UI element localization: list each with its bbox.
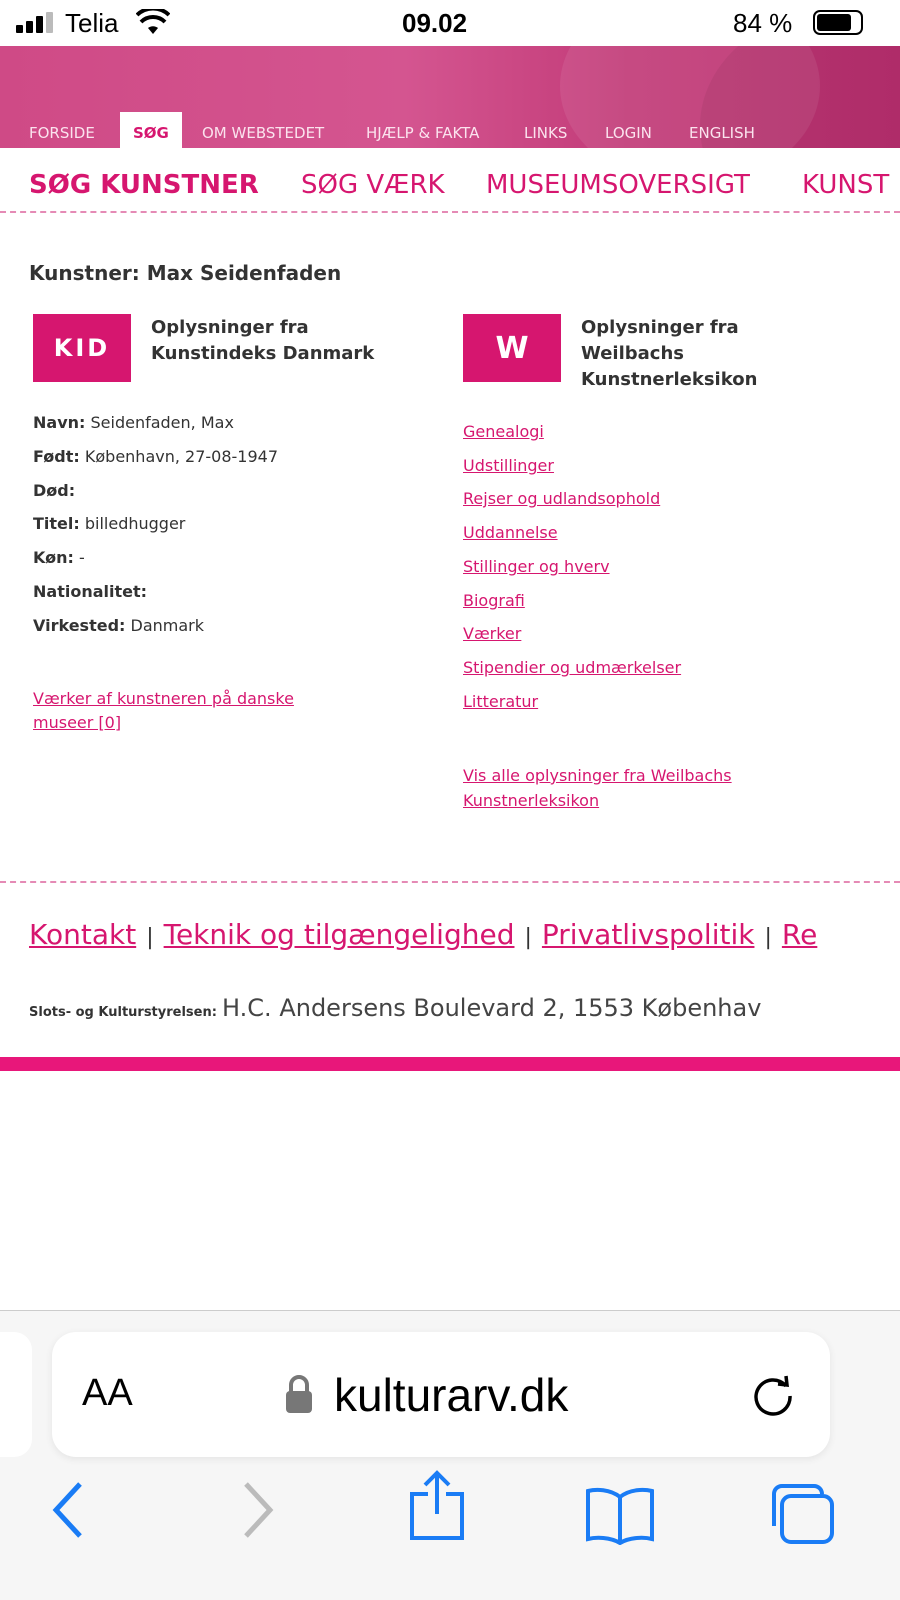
nav-login[interactable]: LOGIN: [605, 124, 652, 142]
link-uddannelse[interactable]: Uddannelse: [463, 523, 558, 542]
address-bar[interactable]: [52, 1332, 830, 1457]
signal-icon: [16, 12, 58, 34]
field-label: Nationalitet:: [33, 582, 148, 601]
site-header: [0, 46, 900, 148]
address: H.C. Andersens Boulevard 2, 1553 Københav: [222, 994, 762, 1022]
footer-address: [29, 994, 761, 1022]
weilbach-heading-line: Weilbachs: [581, 343, 684, 364]
link-stipendier[interactable]: Stipendier og udmærkelser: [463, 658, 682, 677]
weilbach-logo: W: [463, 314, 561, 382]
kid-heading-line: Oplysninger fra: [151, 317, 309, 338]
previous-tab-peek[interactable]: [0, 1332, 32, 1457]
field-kon: [33, 548, 85, 567]
text-size-button[interactable]: AA: [82, 1372, 133, 1414]
subnav-museumsoversigt[interactable]: MUSEUMSOVERSIGT: [486, 170, 750, 200]
url-text[interactable]: kulturarv.dk: [334, 1369, 569, 1421]
link-genealogi[interactable]: Genealogi: [463, 422, 544, 441]
status-bar: [0, 0, 900, 46]
back-icon[interactable]: [50, 1480, 86, 1540]
link-line[interactable]: Vis alle oplysninger fra Weilbachs: [463, 766, 732, 785]
subnav-sog-kunstner[interactable]: SØG KUNSTNER: [29, 170, 259, 200]
divider: [0, 211, 900, 213]
field-dod: [33, 481, 75, 500]
page-title: Kunstner: Max Seidenfaden: [29, 261, 342, 285]
footer-divider: [0, 881, 900, 883]
link-vaerker[interactable]: Værker: [463, 624, 522, 643]
link-stillinger[interactable]: Stillinger og hverv: [463, 557, 610, 576]
field-label: Køn:: [33, 548, 74, 567]
field-value: Seidenfaden, Max: [90, 413, 234, 432]
footer-bar: [0, 1057, 900, 1071]
tabs-icon[interactable]: [768, 1482, 836, 1546]
nav-om-webstedet[interactable]: OM WEBSTEDET: [202, 124, 325, 142]
link-litteratur[interactable]: Litteratur: [463, 692, 539, 711]
subnav-sog-vaerk[interactable]: SØG VÆRK: [301, 170, 445, 200]
share-icon[interactable]: [408, 1470, 466, 1542]
separator: |: [764, 925, 772, 950]
link-biografi[interactable]: Biografi: [463, 591, 525, 610]
battery-percent: 84 %: [733, 8, 793, 38]
link-rejser[interactable]: Rejser og udlandsophold: [463, 489, 661, 508]
separator: |: [146, 925, 154, 950]
nav-links[interactable]: LINKS: [524, 124, 568, 142]
kid-heading: [151, 315, 374, 367]
field-value: København, 27-08-1947: [84, 447, 279, 466]
nav-forside[interactable]: FORSIDE: [29, 124, 95, 142]
footer-privatliv[interactable]: Privatlivspolitik: [541, 918, 755, 951]
lock-icon: [284, 1374, 314, 1414]
link-line[interactable]: Kunstnerleksikon: [463, 791, 600, 810]
org-label: Slots- og Kulturstyrelsen:: [29, 1005, 217, 1020]
weilbach-heading-line: Oplysninger fra: [581, 317, 739, 338]
field-navn: [33, 413, 234, 432]
field-label: Født:: [33, 447, 80, 466]
footer-more[interactable]: Re: [781, 918, 818, 951]
forward-icon[interactable]: [240, 1480, 276, 1540]
nav-sog[interactable]: SØG: [120, 112, 182, 148]
separator: |: [524, 925, 532, 950]
field-virkested: [33, 616, 204, 635]
field-label: Død:: [33, 481, 76, 500]
footer-kontakt[interactable]: Kontakt: [29, 918, 137, 951]
field-value: Danmark: [130, 616, 205, 635]
footer-links: [29, 918, 817, 951]
battery-icon: [813, 10, 863, 35]
show-all-weilbach-link[interactable]: [463, 763, 732, 813]
field-label: Virkested:: [33, 616, 126, 635]
field-nationalitet: [33, 582, 147, 601]
nav-hjaelp-fakta[interactable]: HJÆLP & FAKTA: [366, 124, 480, 142]
weilbach-heading-line: Kunstnerleksikon: [581, 369, 758, 390]
works-on-danish-museums-link[interactable]: [33, 687, 294, 735]
reload-icon[interactable]: [750, 1372, 796, 1418]
field-label: Titel:: [33, 514, 80, 533]
carrier: Telia: [65, 8, 119, 38]
bookmarks-icon[interactable]: [584, 1485, 656, 1545]
field-titel: [33, 514, 185, 533]
field-value: -: [79, 548, 85, 567]
nav-english[interactable]: ENGLISH: [689, 124, 755, 142]
wifi-icon: [136, 9, 170, 35]
link-line[interactable]: Værker af kunstneren på danske: [33, 689, 294, 708]
kid-heading-line: Kunstindeks Danmark: [151, 343, 375, 364]
link-udstillinger[interactable]: Udstillinger: [463, 456, 554, 475]
footer-teknik[interactable]: Teknik og tilgængelighed: [163, 918, 515, 951]
kid-logo: KID: [33, 314, 131, 382]
subnav-kunst[interactable]: KUNST: [802, 170, 890, 200]
field-value: billedhugger: [84, 514, 186, 533]
field-label: Navn:: [33, 413, 86, 432]
field-fodt: [33, 447, 278, 466]
clock: 09.02: [402, 8, 468, 38]
weilbach-heading: [581, 315, 757, 393]
link-line[interactable]: museer [0]: [33, 713, 122, 732]
